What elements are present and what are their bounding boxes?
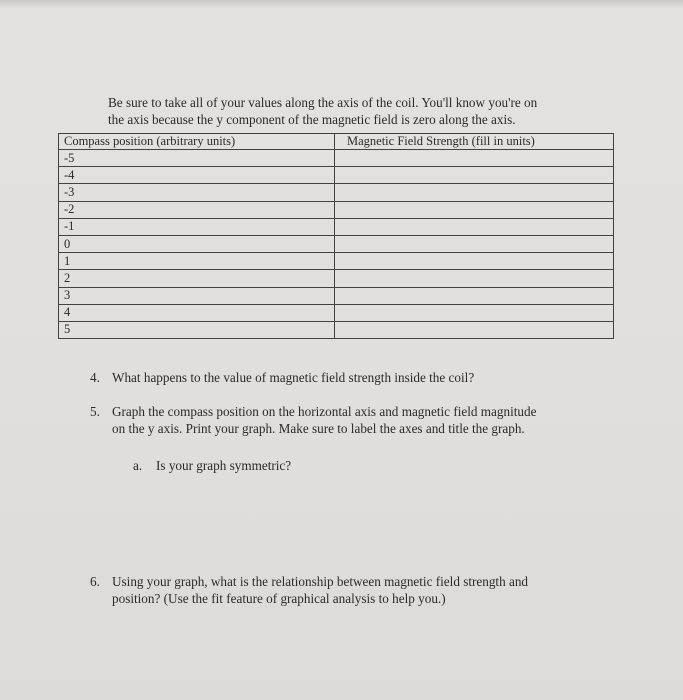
position-cell: -5 bbox=[59, 150, 335, 167]
question-6 bbox=[90, 573, 610, 607]
data-table bbox=[58, 133, 614, 339]
table-row bbox=[59, 235, 614, 252]
position-cell: 4 bbox=[59, 304, 335, 321]
field-strength-cell[interactable] bbox=[335, 150, 614, 167]
column-header-field-strength: Magnetic Field Strength (fill in units) bbox=[335, 134, 614, 150]
field-strength-cell[interactable] bbox=[335, 270, 614, 287]
page-top-edge bbox=[0, 0, 683, 8]
question-6-number: 6. bbox=[90, 574, 100, 589]
position-cell: -4 bbox=[59, 167, 335, 184]
field-strength-cell[interactable] bbox=[335, 218, 614, 235]
question-5 bbox=[90, 403, 610, 437]
table-row bbox=[59, 253, 614, 270]
table-row bbox=[59, 201, 614, 218]
field-strength-cell[interactable] bbox=[335, 235, 614, 252]
question-5-line-1: Graph the compass position on the horizontal axis and magnetic field magnitude bbox=[112, 404, 537, 419]
question-6-line-1: Using your graph, what is the relationship between magnetic field strength and bbox=[112, 574, 529, 589]
instructions-line-2: the axis because the y component of the magnetic field is zero along the axis. bbox=[108, 112, 516, 127]
position-cell: -3 bbox=[59, 184, 335, 201]
table-row bbox=[59, 218, 614, 235]
instructions-line-1: Be sure to take all of your values along the axis of the coil. You'll know you're on bbox=[108, 95, 538, 110]
table-row bbox=[59, 304, 614, 321]
field-strength-cell[interactable] bbox=[335, 167, 614, 184]
field-strength-cell[interactable] bbox=[335, 304, 614, 321]
table-row bbox=[59, 150, 614, 167]
table-row bbox=[59, 270, 614, 287]
field-strength-cell[interactable] bbox=[335, 287, 614, 304]
instructions-paragraph bbox=[108, 94, 623, 128]
question-4-text: What happens to the value of magnetic field strength inside the coil? bbox=[112, 370, 475, 385]
question-5-line-2: on the y axis. Print your graph. Make sure to label the axes and title the graph. bbox=[112, 421, 525, 436]
position-cell: 0 bbox=[59, 235, 335, 252]
question-5a bbox=[133, 457, 291, 474]
position-cell: -1 bbox=[59, 218, 335, 235]
table-header-row bbox=[59, 134, 614, 150]
table-row bbox=[59, 167, 614, 184]
question-6-line-2: position? (Use the fit feature of graphical analysis to help you.) bbox=[112, 591, 446, 606]
position-cell: 1 bbox=[59, 253, 335, 270]
position-cell: 2 bbox=[59, 270, 335, 287]
question-5a-text: Is your graph symmetric? bbox=[156, 458, 292, 473]
field-strength-cell[interactable] bbox=[335, 321, 614, 338]
position-cell: 3 bbox=[59, 287, 335, 304]
position-cell: -2 bbox=[59, 201, 335, 218]
position-cell: 5 bbox=[59, 321, 335, 338]
field-strength-cell[interactable] bbox=[335, 201, 614, 218]
question-5-number: 5. bbox=[90, 404, 100, 419]
question-5a-letter: a. bbox=[133, 458, 143, 473]
question-4-number: 4. bbox=[90, 370, 100, 385]
table-row bbox=[59, 184, 614, 201]
column-header-position: Compass position (arbitrary units) bbox=[59, 134, 335, 150]
table-row bbox=[59, 287, 614, 304]
question-4 bbox=[90, 369, 474, 386]
field-strength-cell[interactable] bbox=[335, 184, 614, 201]
field-strength-cell[interactable] bbox=[335, 253, 614, 270]
table-row bbox=[59, 321, 614, 338]
